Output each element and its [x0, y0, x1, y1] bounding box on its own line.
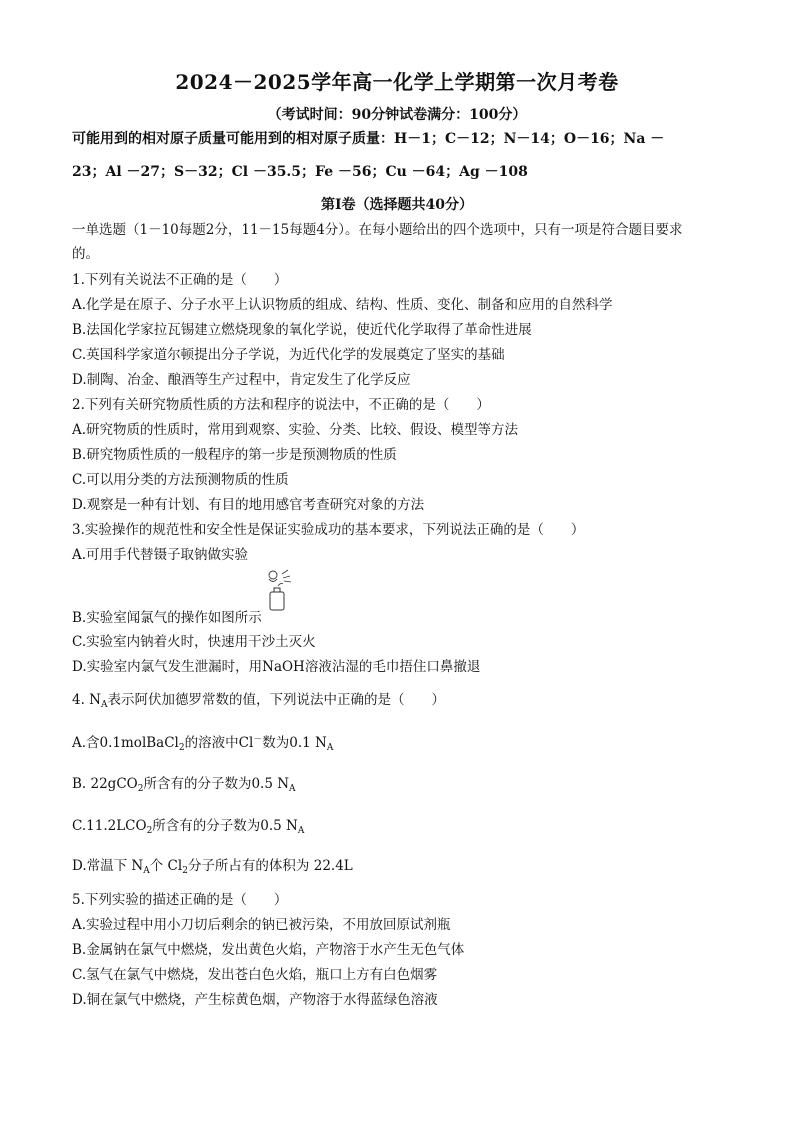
q5-option-c: C.氢气在氯气中燃烧，发出苍白色火焰，瓶口上方有白色烟雾 [72, 967, 438, 983]
q3-option-d: D.实验室内氯气发生泄漏时，用NaOH溶液沾湿的毛巾捂住口鼻撤退 [72, 659, 481, 675]
q4-stem: 4. $N_A$表示阿伏加德罗常数的值，下列说法中正确的是（ ） [72, 692, 445, 710]
q2-stem: 2.下列有关研究物质性质的方法和程序的说法中，不正确的是（ ） [72, 397, 490, 413]
q5-option-d: D.铜在氯气中燃烧，产生棕黄色烟，产物溶于水得蓝绿色溶液 [72, 992, 438, 1008]
q3-option-a: A.可用手代替镊子取钠做实验 [72, 547, 249, 563]
q4-option-a: A.含0.1molBaCl$_2$的溶液中Cl－数为0.1 $N_A$ [72, 735, 334, 753]
q3-stem: 3.实验操作的规范性和安全性是保证实验成功的基本要求，下列说法正确的是（ ） [72, 522, 585, 538]
atomic-masses-line-1: 可能用到的相对原子质量可能用到的相对原子质量：H－1；C－12；N－14；O－16；Na － [72, 131, 665, 147]
q2-option-c: C.可以用分类的方法预测物质的性质 [72, 472, 289, 488]
q1-option-d: D.制陶、冶金、酿酒等生产过程中，肯定发生了化学反应 [72, 372, 411, 388]
smell-gas-figure-icon [264, 568, 294, 612]
q2-option-a: A.研究物质的性质时，常用到观察、实验、分类、比较、假设、模型等方法 [72, 422, 519, 438]
q4-option-c: $C.11.2LCO_2$所含有的分子数为0.5 $N_A$ [72, 818, 305, 836]
q5-stem: 5.下列实验的描述正确的是（ ） [72, 892, 288, 908]
q5-option-b: B.金属钠在氯气中燃烧，发出黄色火焰，产物溶于水产生无色气体 [72, 942, 465, 958]
q1-option-a: A.化学是在原子、分子水平上认识物质的组成、结构、性质、变化、制备和应用的自然科学 [72, 297, 613, 313]
q1-stem: 1.下列有关说法不正确的是（ ） [72, 272, 288, 288]
atomic-masses-line-2: 23；Al －27；S－32；Cl －35.5；Fe －56；Cu －64；Ag －108 [72, 164, 528, 180]
q1-option-b: B.法国化学家拉瓦锡建立燃烧现象的氧化学说，使近代化学取得了革命性进展 [72, 322, 532, 338]
q5-option-a: A.实验过程中用小刀切后剩余的钠已被污染，不用放回原试剂瓶 [72, 917, 451, 933]
q3-option-b-text: B.实验室闻氯气的操作如图所示 [72, 610, 262, 626]
q3-option-c: C.实验室内钠着火时，快速用干沙土灭火 [72, 634, 316, 650]
q1-option-c: C.英国科学家道尔顿提出分子学说，为近代化学的发展奠定了坚实的基础 [72, 347, 505, 363]
exam-info: （考试时间：90分钟试卷满分：100分） [267, 107, 527, 123]
instructions-line-1: 一单选题（1－10每题2分，11－15每题4分）。在每小题给出的四个选项中，只有一项是符合题目要求 [72, 222, 683, 238]
q3-option-b [72, 584, 722, 628]
q2-option-d: D.观察是一种有计划、有目的地用感官考查研究对象的方法 [72, 497, 425, 513]
section-title: 第Ⅰ卷（选择题共40分） [320, 197, 474, 213]
instructions-line-2: 的。 [72, 246, 99, 262]
q2-option-b: B.研究物质性质的一般程序的第一步是预测物质的性质 [72, 447, 397, 463]
q4-option-b: B. 22gCO$_2$所含有的分子数为0.5 $N_A$ [72, 776, 296, 794]
q4-option-d: D.常温下 $N_A$个 $Cl_2$分子所占有的体积为 22.4L [72, 858, 353, 876]
exam-title: 2024－2025学年高一化学上学期第一次月考卷 [175, 70, 619, 94]
